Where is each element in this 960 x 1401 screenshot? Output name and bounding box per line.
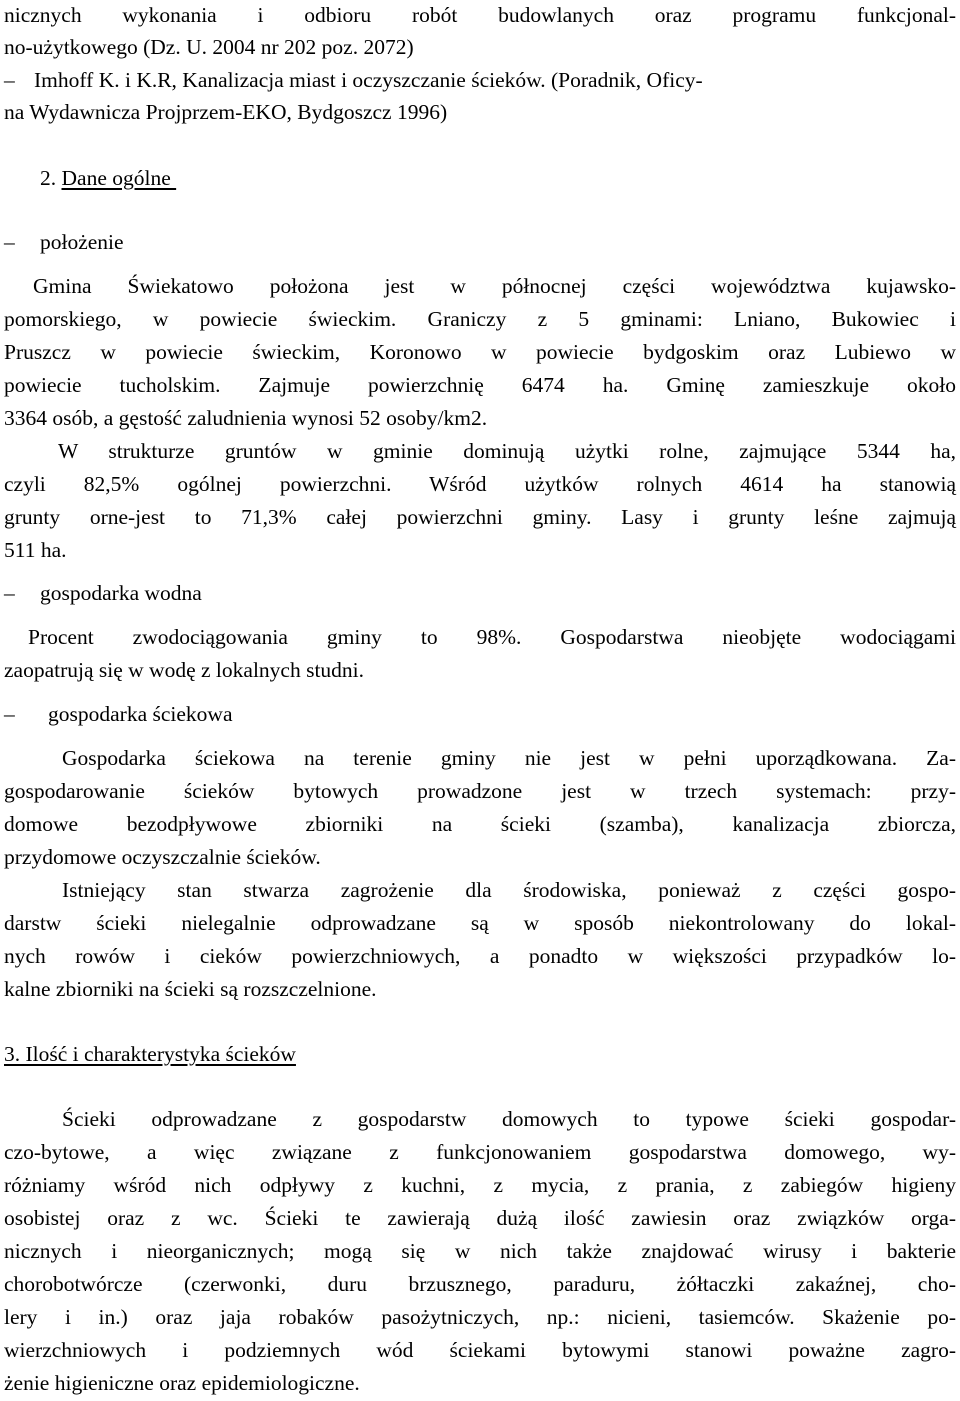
paragraph-line: czyli 82,5% ogólnej powierzchni. Wśród użytków rolnych 4614 ha stanowią [4,472,956,496]
reference-line: nicznych wykonania i odbioru robót budowlanych oraz programu funkcjonal- [4,3,956,27]
section-title: Dane ogólne [61,166,177,190]
subsection-heading [4,580,956,606]
dash-bullet: – [4,230,15,254]
reference-text: Imhoff K. i K.R, Kanalizacja miast i oczyszczanie ścieków. (Poradnik, Oficy- [34,68,703,92]
paragraph-line: żenie higieniczne oraz epidemiologiczne. [4,1371,360,1395]
dash-bullet: – [4,68,15,92]
subsection-title: położenie [40,230,124,254]
reference-item [4,67,956,93]
paragraph-line: kalne zbiorniki na ścieki są rozszczelnione. [4,977,377,1001]
paragraph-line: grunty orne-jest to 71,3% całej powierzchni gminy. Lasy i grunty leśne zajmują [4,505,956,529]
subsection-heading [4,229,956,255]
paragraph-line: Pruszcz w powiecie świeckim, Koronowo w powiecie bydgoskim oraz Lubiewo w [4,340,956,364]
subsection-heading [4,701,956,727]
subsection-title: gospodarka ściekowa [48,702,233,726]
paragraph-line: osobistej oraz z wc. Ścieki te zawierają dużą ilość zawiesin oraz związków orga- [4,1206,956,1230]
paragraph-line: W strukturze gruntów w gminie dominują użytki rolne, zajmujące 5344 ha, [58,439,956,463]
paragraph-line: 3364 osób, a gęstość zaludnienia wynosi 52 osoby/km2. [4,406,488,430]
paragraph-line: Gospodarka ściekowa na terenie gminy nie jest w pełni uporządkowana. Za- [62,746,956,770]
section-number: 2. [40,166,57,190]
paragraph-line: powiecie tucholskim. Zajmuje powierzchnię 6474 ha. Gminę zamieszkuje około [4,373,956,397]
paragraph-line: zaopatrują się w wodę z lokalnych studni. [4,658,365,682]
section-title: 3. Ilość i charakterystyka ścieków [4,1042,296,1066]
paragraph-line: Ścieki odprowadzane z gospodarstw domowych to typowe ścieki gospodar- [62,1107,956,1131]
paragraph-line: 511 ha. [4,538,67,562]
paragraph-line: lery i in.) oraz jaja robaków pasożytniczych, np.: nicieni, tasiemców. Skażenie po- [4,1305,956,1329]
section-heading [4,1041,956,1067]
paragraph-line: Procent zwodociągowania gminy to 98%. Gospodarstwa nieobjęte wodociągami [28,625,956,649]
paragraph-line: nicznych i nieorganicznych; mogą się w nich także znajdować wirusy i bakterie [4,1239,956,1263]
reference-line: no-użytkowego (Dz. U. 2004 nr 202 poz. 2072) [4,35,414,59]
dash-bullet: – [4,581,15,605]
paragraph-line: przydomowe oczyszczalnie ścieków. [4,845,321,869]
paragraph-line: wierzchniowych i podziemnych wód ściekami bytowymi stanowi poważne zagro- [4,1338,956,1362]
subsection-title: gospodarka wodna [40,581,202,605]
reference-line: na Wydawnicza Projprzem-EKO, Bydgoszcz 1996) [4,100,448,124]
section-heading [40,165,956,191]
paragraph-line: Istniejący stan stwarza zagrożenie dla środowiska, ponieważ z części gospo- [62,878,956,902]
dash-bullet: – [4,702,15,726]
paragraph-line: nych rowów i cieków powierzchniowych, a ponadto w większości przypadków lo- [4,944,956,968]
paragraph-line: pomorskiego, w powiecie świeckim. Graniczy z 5 gminami: Lniano, Bukowiec i [4,307,956,331]
paragraph-line: gospodarowanie ścieków bytowych prowadzone jest w trzech systemach: przy- [4,779,956,803]
paragraph-line: czo-bytowe, a więc związane z funkcjonowaniem gospodarstwa domowego, wy- [4,1140,956,1164]
paragraph-line: chorobotwórcze (czerwonki, duru brzusznego, paraduru, żółtaczki zakaźnej, cho- [4,1272,956,1296]
paragraph-line: darstw ścieki nielegalnie odprowadzane są w sposób niekontrolowany do lokal- [4,911,956,935]
paragraph-line: różniamy wśród nich odpływy z kuchni, z mycia, z prania, z zabiegów higieny [4,1173,956,1197]
paragraph-line: Gmina Świekatowo położona jest w północnej części województwa kujawsko- [33,274,956,298]
paragraph-line: domowe bezodpływowe zbiorniki na ścieki (szamba), kanalizacja zbiorcza, [4,812,956,836]
